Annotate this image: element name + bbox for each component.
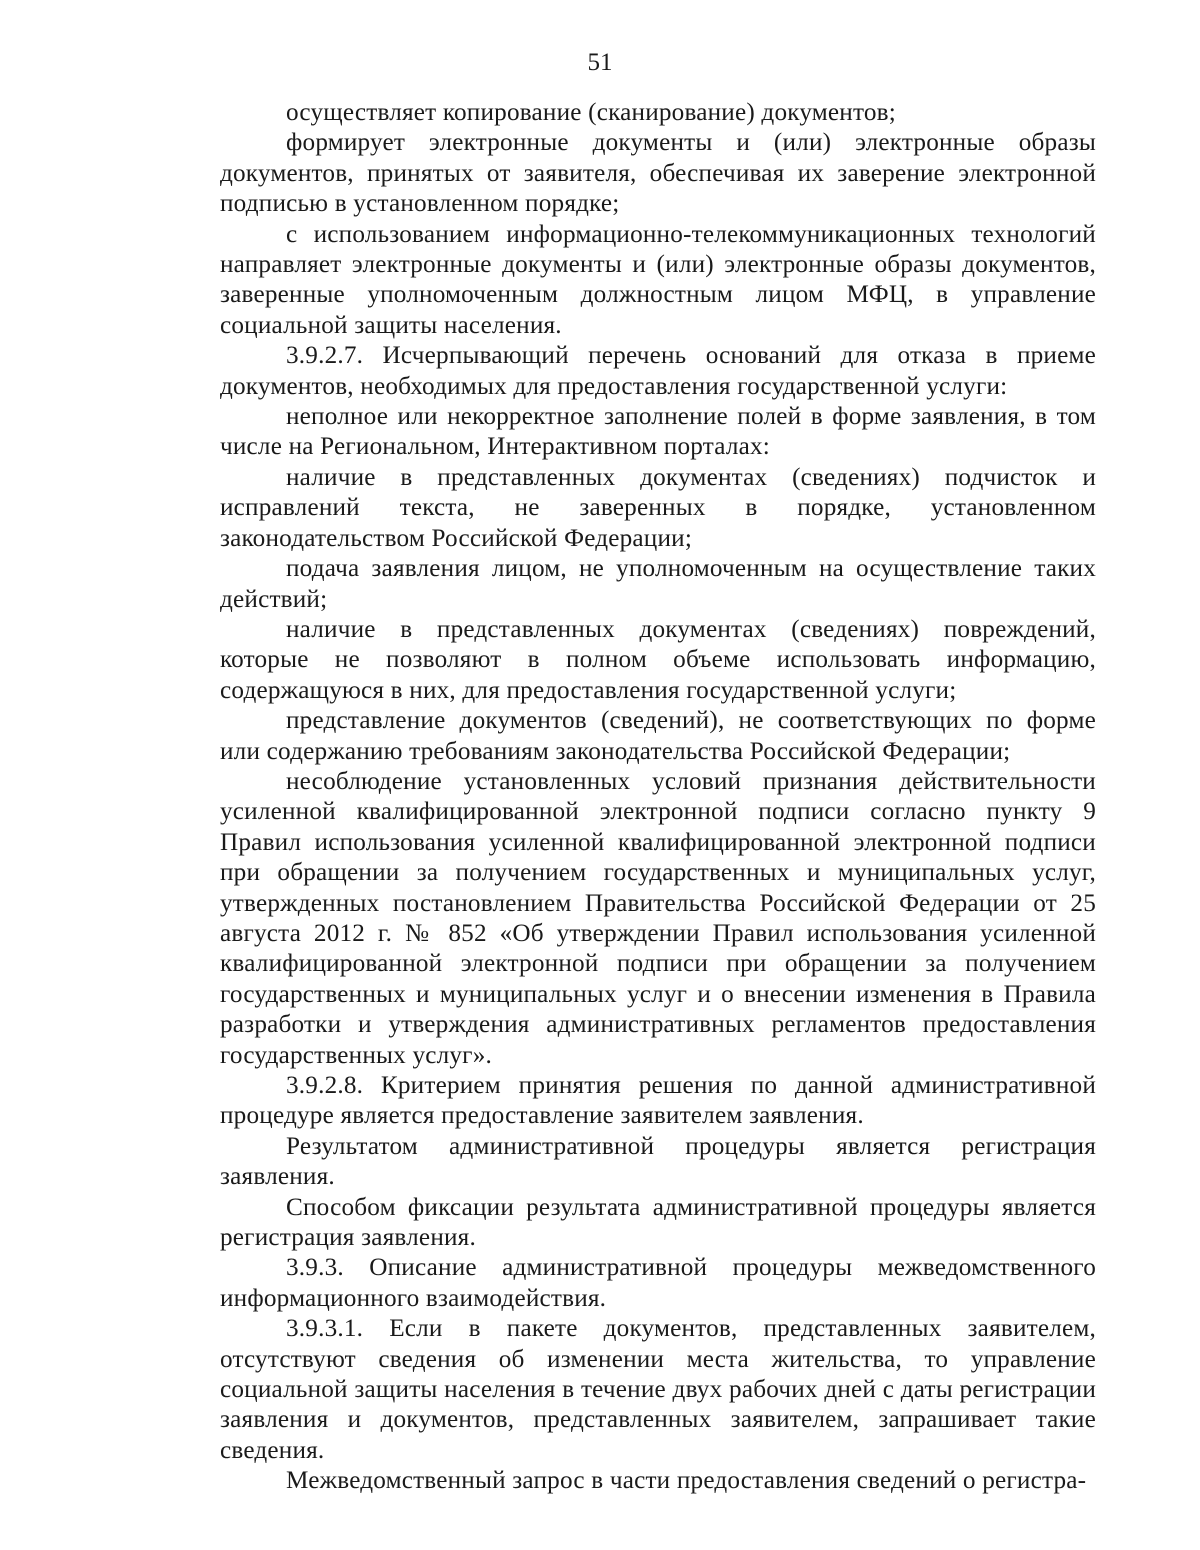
paragraph-unauthorized-person: подача заявления лицом, не уполномоченным на осуществление таких действий; — [220, 555, 1096, 613]
paragraph-electronic-documents: формирует электронные документы и (или) электронные образы документов, принятых от заявителя, обеспечивая их заверение электронной подписью в установленном порядке; — [220, 129, 1096, 218]
paragraph-interagency-heading: 3.9.3. Описание административной процедуры межведомственного информационного взаимодействия. — [220, 1254, 1096, 1312]
paragraph-signature-conditions: несоблюдение установленных условий признания действительности усиленной квалифицированной электронной подписи согласно пункту 9 Правил использования усиленной квалифицированной электронной подписи при обращении за получением государственных и муниципальных услуг, утвержденных постановлением Правительства Российской Федерации от 25 августа 2012 г. № 852 «Об утверждении Правил использования усиленной квалифицированной электронной подписи при обращении за получением государственных и муниципальных услуг и о внесении изменения в Правила разработки и утверждения административных регламентов предоставления государственных услуг». — [220, 767, 1096, 1069]
page-number: 51 — [587, 49, 613, 76]
paragraph-incomplete-form: неполное или некорректное заполнение полей в форме заявления, в том числе на Региональном, Интерактивном порталах: — [220, 403, 1096, 461]
paragraph-scanning: осуществляет копирование (сканирование) документов; — [286, 99, 896, 126]
paragraph-result-fixation: Способом фиксации результата административной процедуры является регистрация заявления. — [220, 1193, 1096, 1252]
paragraph-procedure-result: Результатом административной процедуры является регистрация заявления. — [220, 1132, 1096, 1191]
paragraph-corrections: наличие в представленных документах (сведениях) подчисток и исправлений текста, не заверенных в порядке, установленном законодательством Российской Федерации; — [220, 463, 1096, 552]
paragraph-nonconforming-documents: представление документов (сведений), не соответствующих по форме или содержанию требованиям законодательства Российской Федерации; — [220, 707, 1096, 765]
paragraph-refusal-grounds-heading: 3.9.2.7. Исчерпывающий перечень оснований для отказа в приеме документов, необходимых для предоставления государственной услуги: — [220, 342, 1096, 400]
paragraph-damaged-documents: наличие в представленных документах (сведениях) повреждений, которые не позволяют в полном объеме использовать информацию, содержащуюся в них, для предоставления государственной услуги; — [220, 615, 1096, 704]
paragraph-decision-criterion: 3.9.2.8. Критерием принятия решения по данной административной процедуре является предоставление заявителем заявления. — [220, 1072, 1096, 1130]
paragraph-interagency-request: Межведомственный запрос в части предоставления сведений о регистра- — [286, 1467, 1087, 1495]
paragraph-send-to-department: с использованием информационно-телекоммуникационных технологий направляет электронные документы и (или) электронные образы документов, заверенные уполномоченным должностным лицом МФЦ, в управление социальной защиты населения. — [220, 220, 1096, 339]
document-body — [220, 98, 1096, 1497]
paragraph-residence-info-request: 3.9.3.1. Если в пакете документов, представленных заявителем, отсутствуют сведения об изменении места жительства, то управление социальной защиты населения в течение двух рабочих дней с даты регистрации заявления и документов, представленных заявителем, запрашивает такие сведения. — [220, 1315, 1096, 1464]
